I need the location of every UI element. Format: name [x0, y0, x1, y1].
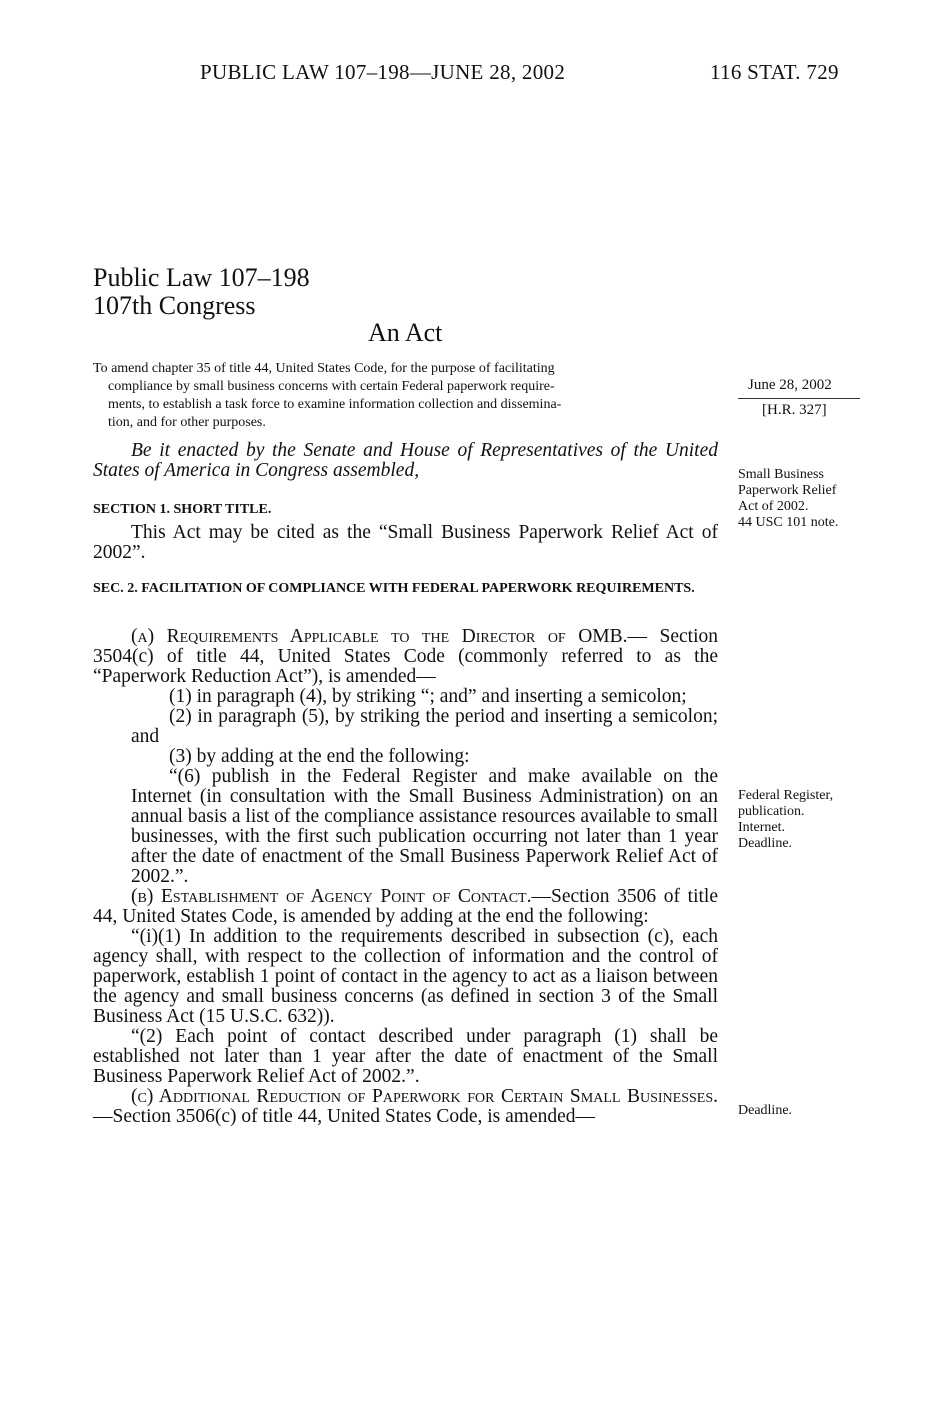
section2-heading: SEC. 2. FACILITATION OF COMPLIANCE WITH FEDERAL PAPERWORK REQUIREMENTS. — [93, 581, 695, 596]
running-title: PUBLIC LAW 107–198—JUNE 28, 2002 — [200, 60, 566, 84]
congress-number: 107th Congress — [93, 291, 256, 320]
section2-body — [93, 627, 718, 1127]
subsection-a-text: Section 3504(c) of title 44, United States Code (commonly referred to as the “Paperwork Reduction Act”), is amended— — [93, 626, 719, 687]
margin-note-federal-register — [738, 788, 833, 852]
margin-note-line: Deadline. — [738, 1103, 793, 1118]
page-reference: 116 STAT. 729 — [710, 60, 839, 84]
margin-note-line: Deadline. — [738, 836, 793, 851]
quoted-paragraph-i2: “(2) Each point of contact described under paragraph (1) shall be established not later than 1 year after the date of enactment of the Small Business Paperwork Relief Act of 2002.”. — [93, 1026, 718, 1087]
quoted-paragraph-6: “(6) publish in the Federal Register and make available on the Internet (in consultation with the Small Business Administration) on an annual basis a list of the compliance assistance resources available to small businesses, with the first such publication occurring not later than 1 year after the date of enactment of the Small Business Paperwork Relief Act of 2002.”. — [131, 766, 718, 887]
purpose-line: tion, and for other purposes. — [108, 415, 266, 430]
subsection-b-heading: (b) Establishment of Agency Point of Contact.— — [131, 886, 551, 907]
public-law-number: Public Law 107–198 — [93, 263, 310, 292]
margin-note-line: 44 USC 101 note. — [738, 515, 839, 530]
purpose-line: ments, to establish a task force to examine information collection and dissemina- — [108, 397, 562, 412]
purpose-line: compliance by small business concerns with certain Federal paperwork require- — [108, 379, 555, 394]
purpose-statement — [93, 360, 718, 432]
sidenote-divider — [738, 398, 860, 399]
section1-text: This Act may be cited as the “Small Business Paperwork Relief Act of 2002”. — [93, 522, 718, 563]
margin-note-line: publication. — [738, 804, 805, 819]
bill-number: [H.R. 327] — [762, 402, 827, 418]
margin-note-deadline — [738, 1103, 792, 1119]
enactment-date: June 28, 2002 — [748, 377, 832, 393]
amendment-item-3: (3) by adding at the end the following: — [169, 746, 470, 767]
subsection-b — [93, 887, 718, 927]
margin-note-line: Act of 2002. — [738, 499, 809, 514]
margin-note-short-title — [738, 467, 838, 531]
purpose-line: To amend chapter 35 of title 44, United States Code, for the purpose of facilitating — [93, 361, 555, 376]
enacting-clause: Be it enacted by the Senate and House of Representatives of the United States of America in Congress assembled, — [93, 440, 718, 481]
amendment-item-2: (2) in paragraph (5), by striking the period and inserting a semicolon; and — [131, 706, 718, 747]
section1-heading: SECTION 1. SHORT TITLE. — [93, 502, 272, 517]
subsection-a — [93, 627, 718, 687]
subsection-b-text: Section 3506 of title 44, United States Code, is amended by adding at the end the following: — [93, 886, 719, 927]
subsection-c — [93, 1087, 718, 1127]
subsection-c-heading: (c) Additional Reduction of Paperwork for Certain Small Businesses.— — [93, 1086, 718, 1127]
margin-note-line: Paperwork Relief — [738, 483, 837, 498]
margin-note-line: Small Business — [738, 467, 824, 482]
margin-note-line: Federal Register, — [738, 788, 834, 803]
subsection-c-text: Section 3506(c) of title 44, United States Code, is amended— — [112, 1106, 596, 1127]
quoted-paragraph-i1: “(i)(1) In addition to the requirements described in subsection (c), each agency shall, with respect to the collection of information and the control of paperwork, establish 1 point of contact in the agency to act as a liaison between the agency and small business concerns (as defined in section 3 of the Small Business Act (15 U.S.C. 632)). — [93, 926, 718, 1027]
act-heading: An Act — [368, 318, 443, 347]
subsection-a-heading: (a) Requirements Applicable to the Director of OMB.— — [131, 626, 648, 647]
margin-note-line: Internet. — [738, 820, 786, 835]
amendment-item-1: (1) in paragraph (4), by striking “; and” and inserting a semicolon; — [169, 686, 687, 707]
